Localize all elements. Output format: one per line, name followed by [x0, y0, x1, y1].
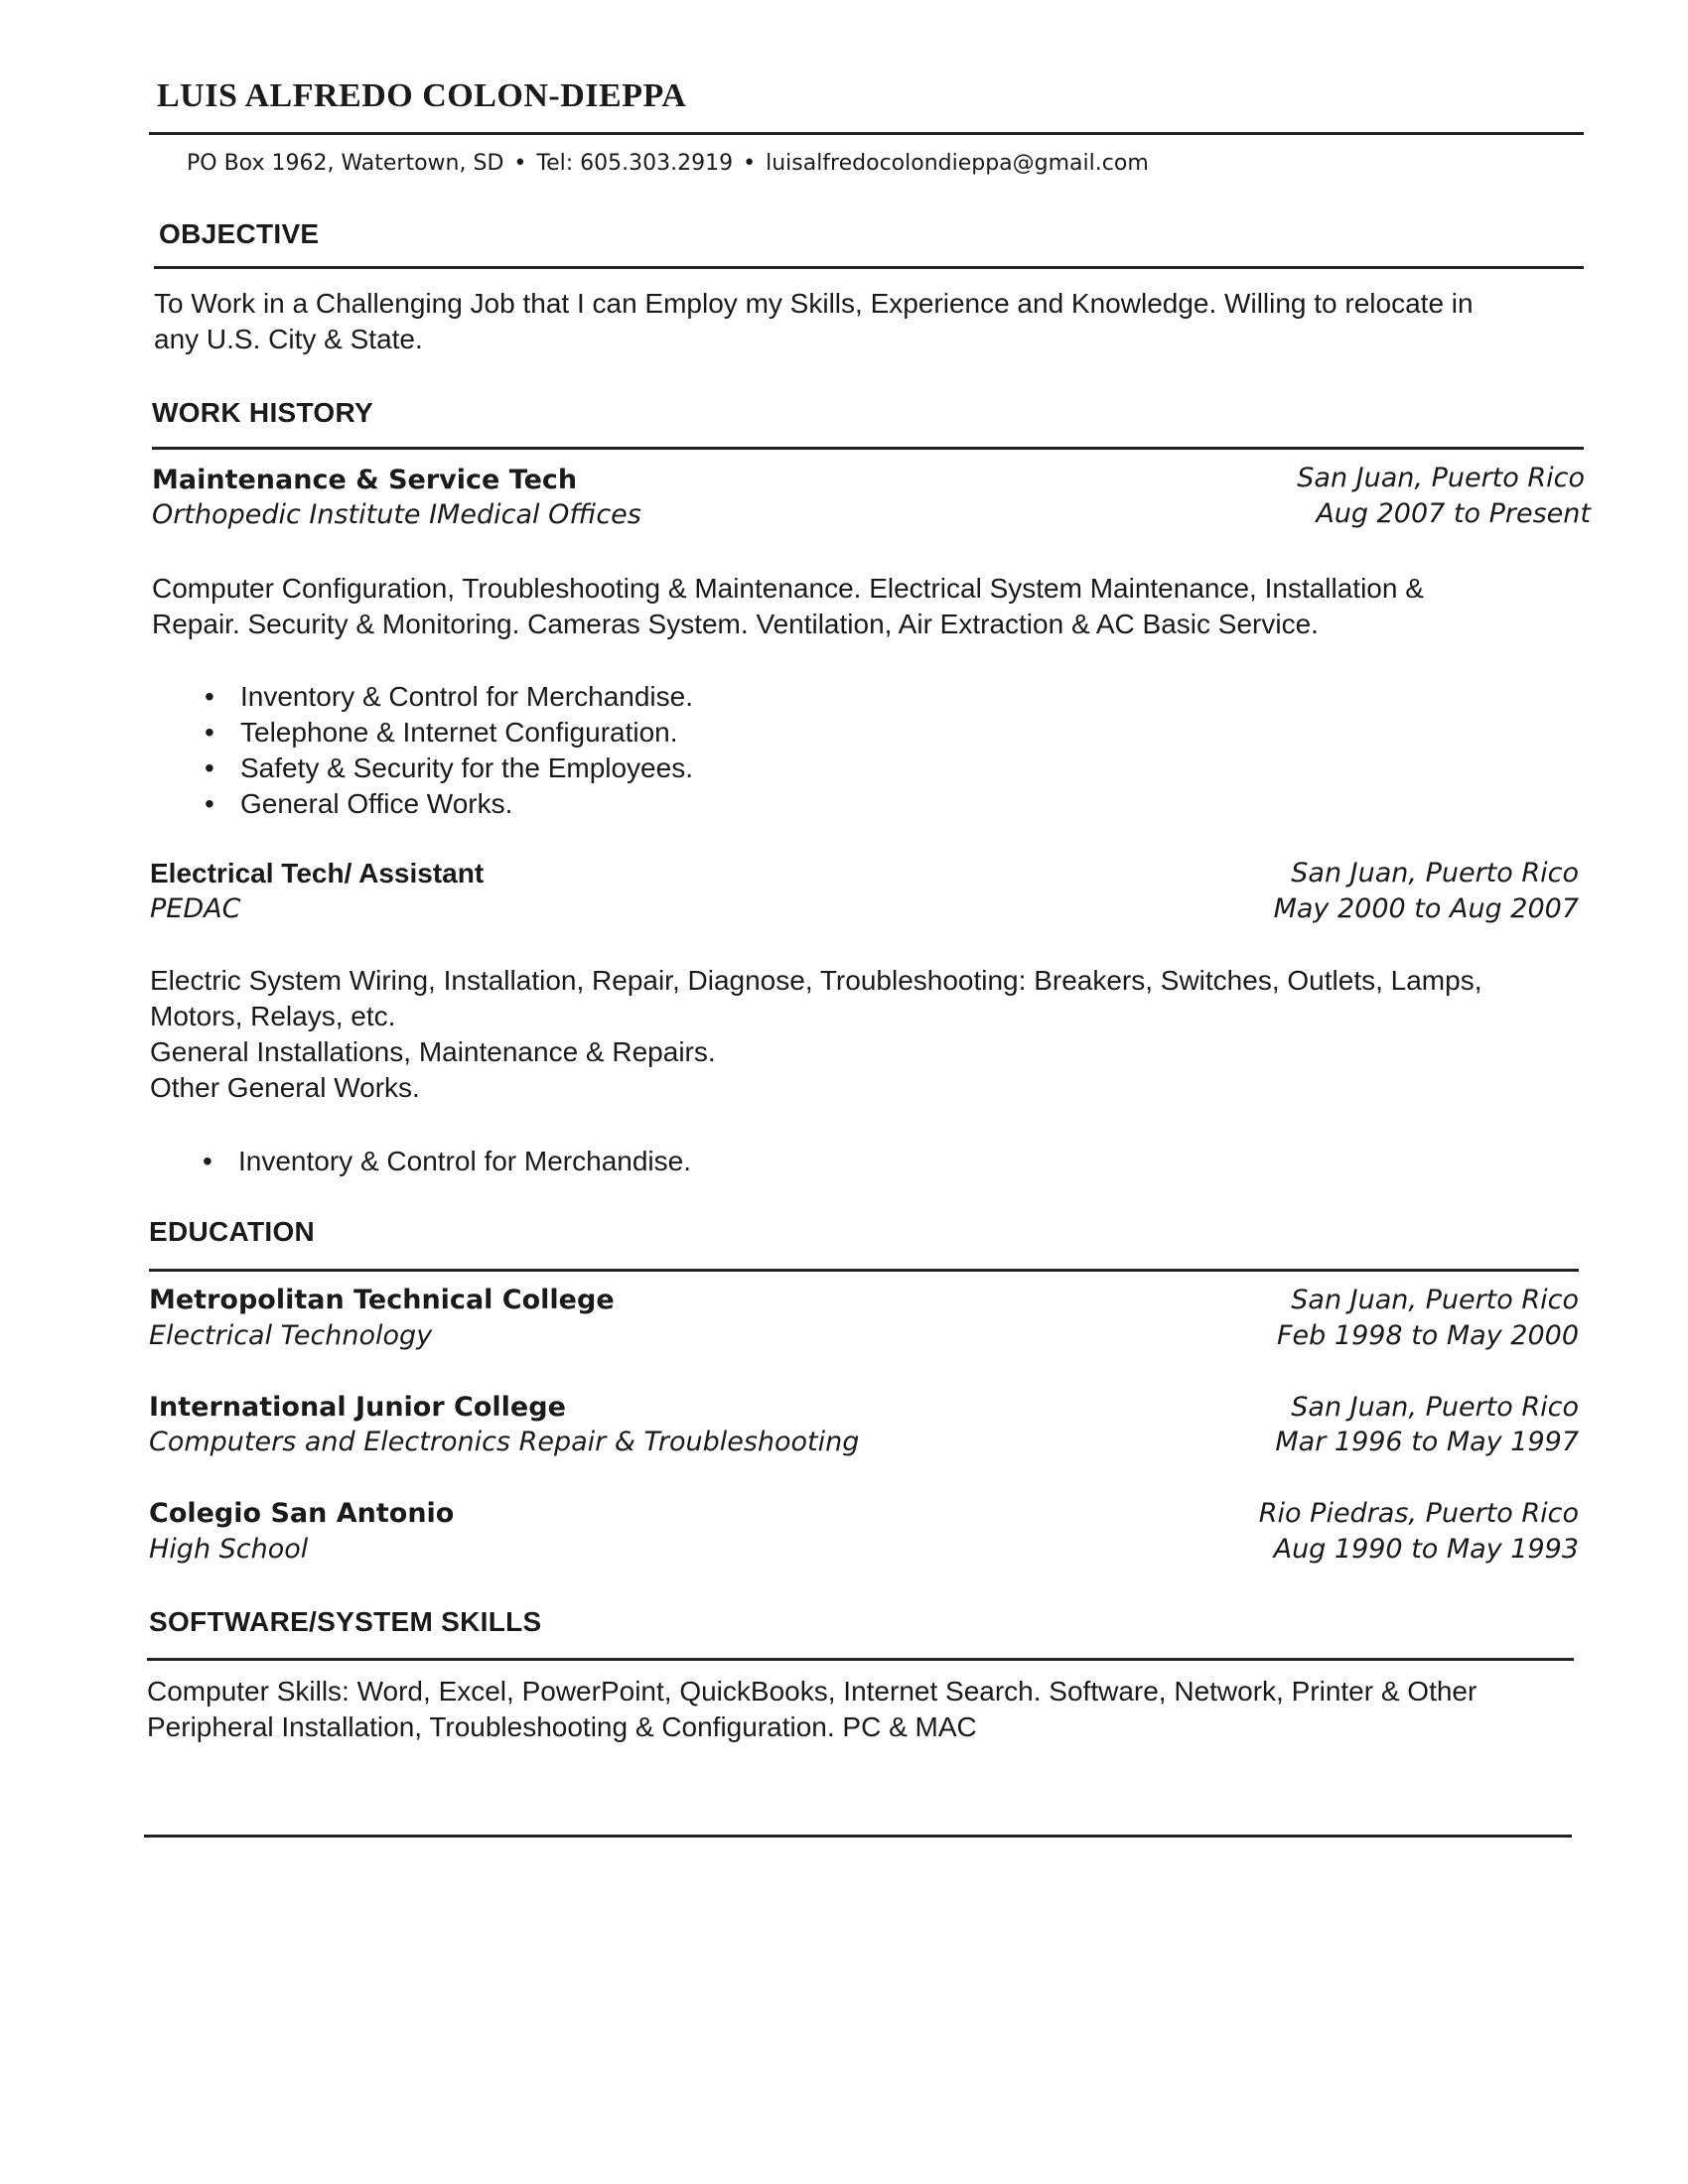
school-location: San Juan, Puerto Rico	[1291, 1285, 1579, 1315]
job-organization: PEDAC	[150, 893, 241, 924]
contact-line	[187, 151, 1149, 176]
job-bullet-list	[205, 679, 693, 822]
job-location: San Juan, Puerto Rico	[1291, 858, 1579, 888]
job-dates: May 2000 to Aug 2007	[1273, 893, 1579, 924]
education-heading: EDUCATION	[149, 1216, 316, 1247]
email: luisalfredocolondieppa@gmail.com	[766, 151, 1149, 176]
school-dates: Feb 1998 to May 2000	[1277, 1320, 1579, 1351]
objective-line: To Work in a Challenging Job that I can Employ my Skills, Experience and Knowledge. Willing to relocate in	[154, 288, 1474, 319]
skills-line: Computer Skills: Word, Excel, PowerPoint, QuickBooks, Internet Search. Software, Network, Printer & Other	[147, 1676, 1477, 1706]
education-rule	[149, 1269, 1579, 1272]
job-title: Maintenance & Service Tech	[152, 465, 578, 495]
address: PO Box 1962, Watertown, SD	[187, 151, 504, 176]
objective-rule	[154, 266, 1584, 269]
list-item: • General Office Works.	[205, 786, 693, 822]
school-name: International Junior College	[149, 1392, 566, 1423]
school-program: Electrical Technology	[149, 1320, 433, 1351]
candidate-name: LUIS ALFREDO COLON-DIEPPA	[157, 77, 687, 114]
job-description	[152, 571, 1424, 642]
separator: •	[743, 151, 757, 176]
job-dates: Aug 2007 to Present	[1316, 498, 1591, 529]
job-description-line: General Installations, Maintenance & Repairs.	[150, 1036, 716, 1067]
school-location: San Juan, Puerto Rico	[1291, 1392, 1579, 1423]
school-dates: Mar 1996 to May 1997	[1275, 1427, 1579, 1457]
job-description-line: Repair. Security & Monitoring. Cameras System. Ventilation, Air Extraction & AC Basic Service.	[152, 609, 1319, 639]
footer-rule	[144, 1835, 1572, 1838]
school-program: High School	[149, 1534, 309, 1565]
objective-line: any U.S. City & State.	[154, 324, 423, 354]
work-history-rule	[152, 447, 1584, 450]
school-location: Rio Piedras, Puerto Rico	[1258, 1498, 1579, 1529]
skills-heading: SOFTWARE/SYSTEM SKILLS	[149, 1606, 542, 1637]
skills-line: Peripheral Installation, Troubleshooting & Configuration. PC & MAC	[147, 1711, 977, 1742]
separator: •	[513, 151, 527, 176]
list-item: • Safety & Security for the Employees.	[205, 751, 693, 786]
objective-text	[154, 286, 1474, 357]
school-program: Computers and Electronics Repair & Troubleshooting	[149, 1427, 860, 1457]
job-description	[150, 963, 1481, 1106]
school-name: Colegio San Antonio	[149, 1498, 455, 1529]
job-organization: Orthopedic Institute IMedical Offices	[152, 499, 641, 530]
job-bullet-list	[203, 1144, 691, 1179]
list-item: • Inventory & Control for Merchandise.	[205, 679, 693, 715]
school-dates: Aug 1990 to May 1993	[1273, 1534, 1579, 1565]
skills-rule	[147, 1658, 1574, 1661]
list-item: • Inventory & Control for Merchandise.	[203, 1144, 691, 1179]
job-description-line: Electric System Wiring, Installation, Repair, Diagnose, Troubleshooting: Breakers, Switches, Outlets, Lamps,	[150, 965, 1482, 996]
job-title: Electrical Tech/ Assistant	[150, 858, 485, 888]
job-description-line: Other General Works.	[150, 1072, 420, 1103]
skills-text	[147, 1674, 1477, 1745]
school-name: Metropolitan Technical College	[149, 1285, 615, 1315]
phone: Tel: 605.303.2919	[536, 151, 734, 176]
work-history-heading: WORK HISTORY	[152, 397, 373, 428]
header-rule	[149, 132, 1584, 135]
job-description-line: Motors, Relays, etc.	[150, 1001, 396, 1031]
list-item: • Telephone & Internet Configuration.	[205, 715, 693, 751]
objective-heading: OBJECTIVE	[159, 218, 320, 249]
job-location: San Juan, Puerto Rico	[1297, 463, 1585, 493]
job-description-line: Computer Configuration, Troubleshooting & Maintenance. Electrical System Maintenance, Installation &	[152, 573, 1424, 604]
